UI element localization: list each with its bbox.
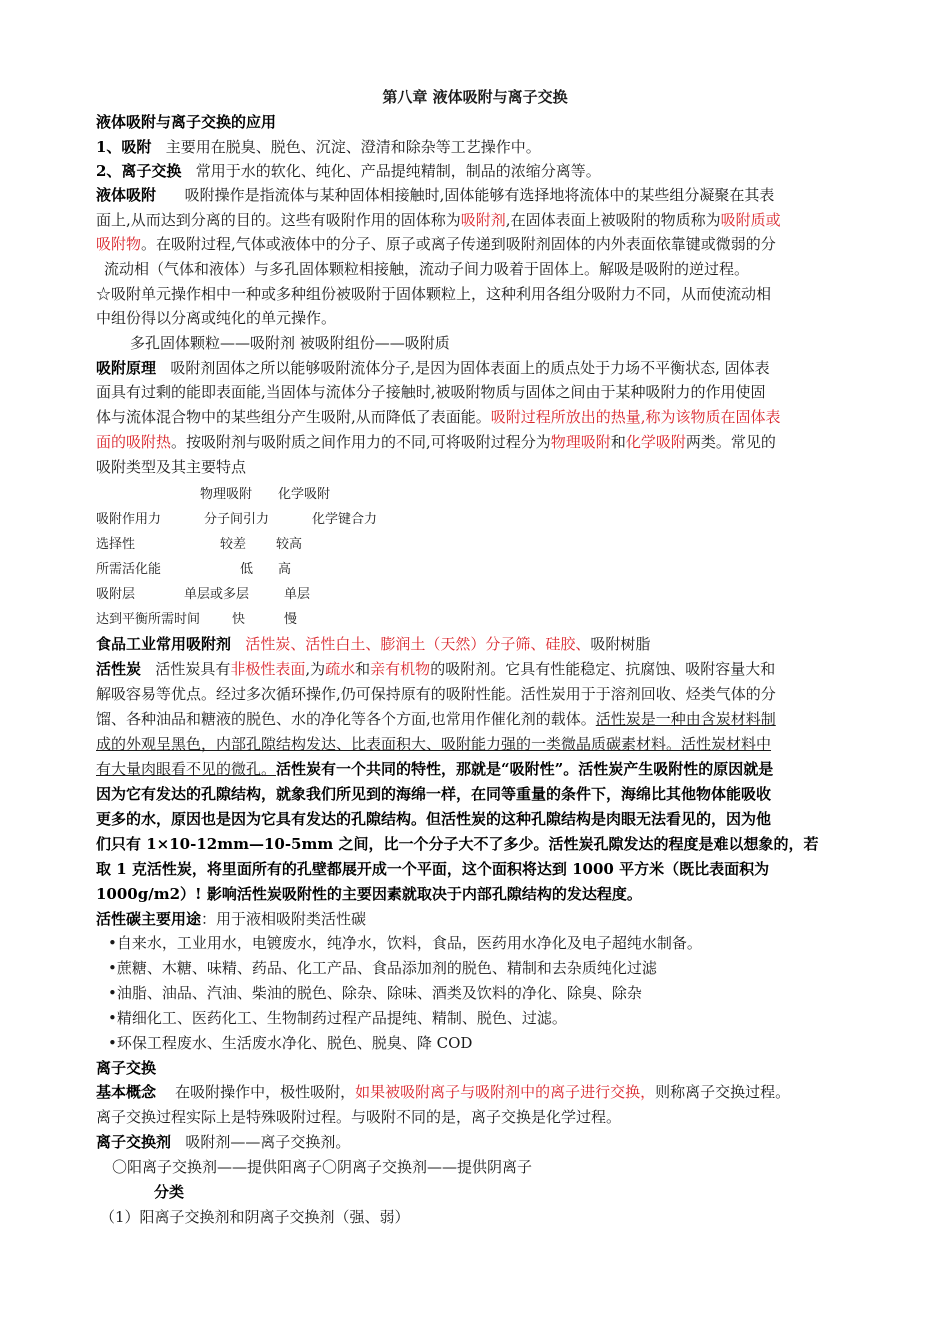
paragraph-line: （1）阳离子交换剂和阴离子交换剂（强、弱） xyxy=(100,1208,410,1226)
text: 两类。常见的 xyxy=(685,433,776,451)
paragraph-line: 更多的水，原因也是因为它具有发达的孔隙结构。但活性炭的这种孔隙结构是肉眼无法看见的，因为他 xyxy=(96,810,772,828)
list-item: •蔗糖、木糖、味精、药品、化工产品、食品添加剂的脱色、精制和去杂质纯化过滤 xyxy=(108,959,657,977)
text: ：用于液相吸附类活性碳 xyxy=(201,910,367,928)
paragraph-line: 流动相（气体和液体）与多孔固体颗粒相接触，流动子间力吸着于固体上。解吸是吸附的逆过程。 xyxy=(104,260,750,278)
table-row-label: 吸附作用力 xyxy=(96,512,162,527)
paragraph-line: 1000g/m2）! 影响活性炭吸附性的主要因素就取决于内部孔隙结构的发达程度。 xyxy=(96,885,642,903)
term: 离子交换剂 xyxy=(96,1133,172,1151)
text: 在吸附操作中，极性吸附， xyxy=(175,1083,356,1101)
paragraph-line xyxy=(96,233,776,255)
paragraph-line: 〇阳离子交换剂——提供阳离子〇阴离子交换剂——提供阴离子 xyxy=(112,1158,533,1176)
underlined-text: 有大量肉眼看不见的微孔。 xyxy=(96,760,277,778)
table-cell: 较差 xyxy=(220,537,247,552)
highlight-text: 吸附过程所放出的热量,称为该物质在固体表 xyxy=(490,408,781,426)
text: 活性炭具有 xyxy=(155,660,231,678)
term: 1、吸附 xyxy=(96,138,152,156)
table-cell: 高 xyxy=(278,562,292,577)
text: 吸附剂——离子交换剂。 xyxy=(185,1133,351,1151)
bold-text: 活性炭有一个共同的特性，那就是“吸附性”。活性炭产生吸附性的原因就是 xyxy=(276,760,774,778)
highlight-text: 面的吸附热 xyxy=(96,433,172,451)
highlight-text: 吸附物 xyxy=(96,235,142,253)
table-cell: 分子间引力 xyxy=(204,512,270,527)
paragraph-line xyxy=(96,1081,790,1103)
paragraph-line: 们只有 1×10-12mm—10-5mm 之间，比一个分子大不了多少。活性炭孔隙发达的程度是难以想象的，若 xyxy=(96,835,819,853)
table-cell: 较高 xyxy=(276,537,303,552)
underlined-text: 活性炭是一种由含炭材料制 xyxy=(595,710,776,728)
paragraph-line: 面具有过剩的能即表面能,当固体与流体分子接触时,被吸附物质与固体之间由于某种吸附力的作用使固 xyxy=(96,383,766,401)
paragraph-line xyxy=(96,758,773,780)
text: 吸附操作是指流体与某种固体相接触时,固体能够有选择地将流体中的某些组分凝聚在其表 xyxy=(184,186,775,204)
text: 吸附树脂 xyxy=(590,635,651,653)
paragraph-line xyxy=(96,908,366,930)
subheading: 分类 xyxy=(154,1183,185,1201)
paragraph-line xyxy=(96,658,775,680)
highlight-text: 疏水 xyxy=(325,660,356,678)
list-item: •环保工程废水、生活废水净化、脱色、脱臭、降 COD xyxy=(108,1034,473,1052)
list-item: •精细化工、医药化工、生物制药过程产品提纯、精制、脱色、过滤。 xyxy=(108,1009,567,1027)
text: 。在吸附过程,气体或液体中的分子、原子或离子传递到吸附剂固体的内外表面依靠键或微弱的分 xyxy=(141,235,776,253)
table-cell: 低 xyxy=(240,562,254,577)
highlight-text: 化学吸附 xyxy=(625,433,686,451)
paragraph-line xyxy=(96,209,781,231)
paragraph-line: 吸附类型及其主要特点 xyxy=(96,458,247,476)
text: 。按吸附剂与吸附质之间作用力的不同,可将吸附过程分为 xyxy=(171,433,551,451)
paragraph-line xyxy=(96,357,770,379)
table-row-label: 选择性 xyxy=(96,537,136,552)
text: ,在固体表面上被吸附的物质称为 xyxy=(505,211,721,229)
table-cell: 快 xyxy=(232,612,246,627)
text: 和 xyxy=(355,660,371,678)
text: 则称离子交换过程。 xyxy=(655,1083,791,1101)
term: 吸附原理 xyxy=(96,359,157,377)
page-title: 第八章 液体吸附与离子交换 xyxy=(382,88,568,106)
text: ,为 xyxy=(305,660,326,678)
list-item: •油脂、油品、汽油、柴油的脱色、除杂、除味、酒类及饮料的净化、除臭、除杂 xyxy=(108,984,642,1002)
highlight-text: 吸附剂 xyxy=(460,211,506,229)
table-header-chemical: 化学吸附 xyxy=(278,487,331,502)
term: 活性碳主要用途 xyxy=(96,910,202,928)
highlight-text: 吸附质或 xyxy=(720,211,781,229)
paragraph-line: 中组份得以分离或纯化的单元操作。 xyxy=(96,309,337,327)
table-row-label: 所需活化能 xyxy=(96,562,162,577)
paragraph-line: 成的外观呈黑色，内部孔隙结构发达、比表面积大、吸附能力强的一类微晶质碳素材料。活性炭材料中 xyxy=(96,735,772,753)
paragraph-line: ☆吸附单元操作相中一种或多种组份被吸附于固体颗粒上，这种利用各组分吸附力不同，从而使流动相 xyxy=(96,285,772,303)
highlight-text: 亲有机物 xyxy=(370,660,431,678)
highlight-text: 活性炭、活性白土、膨润土（天然）分子筛、硅胶、 xyxy=(245,635,591,653)
section-heading: 离子交换 xyxy=(96,1059,157,1077)
paragraph-line: 因为它有发达的孔隙结构，就象我们所见到的海绵一样，在同等重量的条件下，海绵比其他物体能吸收 xyxy=(96,785,772,803)
table-cell: 单层或多层 xyxy=(184,587,250,602)
paragraph-line xyxy=(96,1131,350,1153)
paragraph-line xyxy=(96,184,774,206)
text: 常用于水的软化、纯化、产品提纯精制，制品的浓缩分离等。 xyxy=(195,162,601,180)
text: 的吸附剂。它具有性能稳定、抗腐蚀、吸附容量大和 xyxy=(430,660,776,678)
term: 食品工业常用吸附剂 xyxy=(96,635,232,653)
section-heading: 液体吸附与离子交换的应用 xyxy=(96,113,277,131)
paragraph-line xyxy=(96,406,781,428)
table-cell: 化学键合力 xyxy=(312,512,378,527)
paragraph-line xyxy=(96,708,776,730)
table-cell: 单层 xyxy=(284,587,311,602)
text: 和 xyxy=(610,433,626,451)
paragraph-line: 解吸容易等优点。经过多次循环操作,仍可保持原有的吸附性能。活性炭用于于溶剂回收、烃类气体的分 xyxy=(96,685,776,703)
paragraph-line: 多孔固体颗粒——吸附剂 被吸附组份——吸附质 xyxy=(130,334,450,352)
list-item: •自来水，工业用水，电镀废水，纯净水，饮料，食品，医药用水净化及电子超纯水制备。 xyxy=(108,934,702,952)
table-row-label: 达到平衡所需时间 xyxy=(96,612,201,627)
table-header-physical: 物理吸附 xyxy=(200,487,253,502)
paragraph-line: 离子交换过程实际上是特殊吸附过程。与吸附不同的是，离子交换是化学过程。 xyxy=(96,1108,622,1126)
highlight-text: 如果被吸附离子与吸附剂中的离子进行交换， xyxy=(355,1083,656,1101)
table-cell: 慢 xyxy=(284,612,298,627)
term: 液体吸附 xyxy=(96,186,157,204)
highlight-text: 非极性表面 xyxy=(230,660,306,678)
text: 馏、各种油品和糖液的脱色、水的净化等各个方面,也常用作催化剂的载体。 xyxy=(96,710,596,728)
text: 面上,从而达到分离的目的。这些有吸附作用的固体称为 xyxy=(96,211,461,229)
term: 2、离子交换 xyxy=(96,162,182,180)
paragraph-line: 取 1 克活性炭，将里面所有的孔壁都展开成一个平面，这个面积将达到 1000 平方米（既比表面积为 xyxy=(96,860,770,878)
paragraph-line xyxy=(96,160,601,182)
highlight-text: 物理吸附 xyxy=(550,433,611,451)
text: 体与流体混合物中的某些组分产生吸附,从而降低了表面能。 xyxy=(96,408,491,426)
term: 基本概念 xyxy=(96,1083,157,1101)
text: 主要用在脱臭、脱色、沉淀、澄清和除杂等工艺操作中。 xyxy=(165,138,541,156)
table-row-label: 吸附层 xyxy=(96,587,136,602)
paragraph-line xyxy=(96,136,541,158)
paragraph-line xyxy=(96,633,650,655)
paragraph-line xyxy=(96,431,776,453)
text: 吸附剂固体之所以能够吸附流体分子,是因为固体表面上的质点处于力场不平衡状态, 固体表 xyxy=(170,359,770,377)
term: 活性炭 xyxy=(96,660,142,678)
